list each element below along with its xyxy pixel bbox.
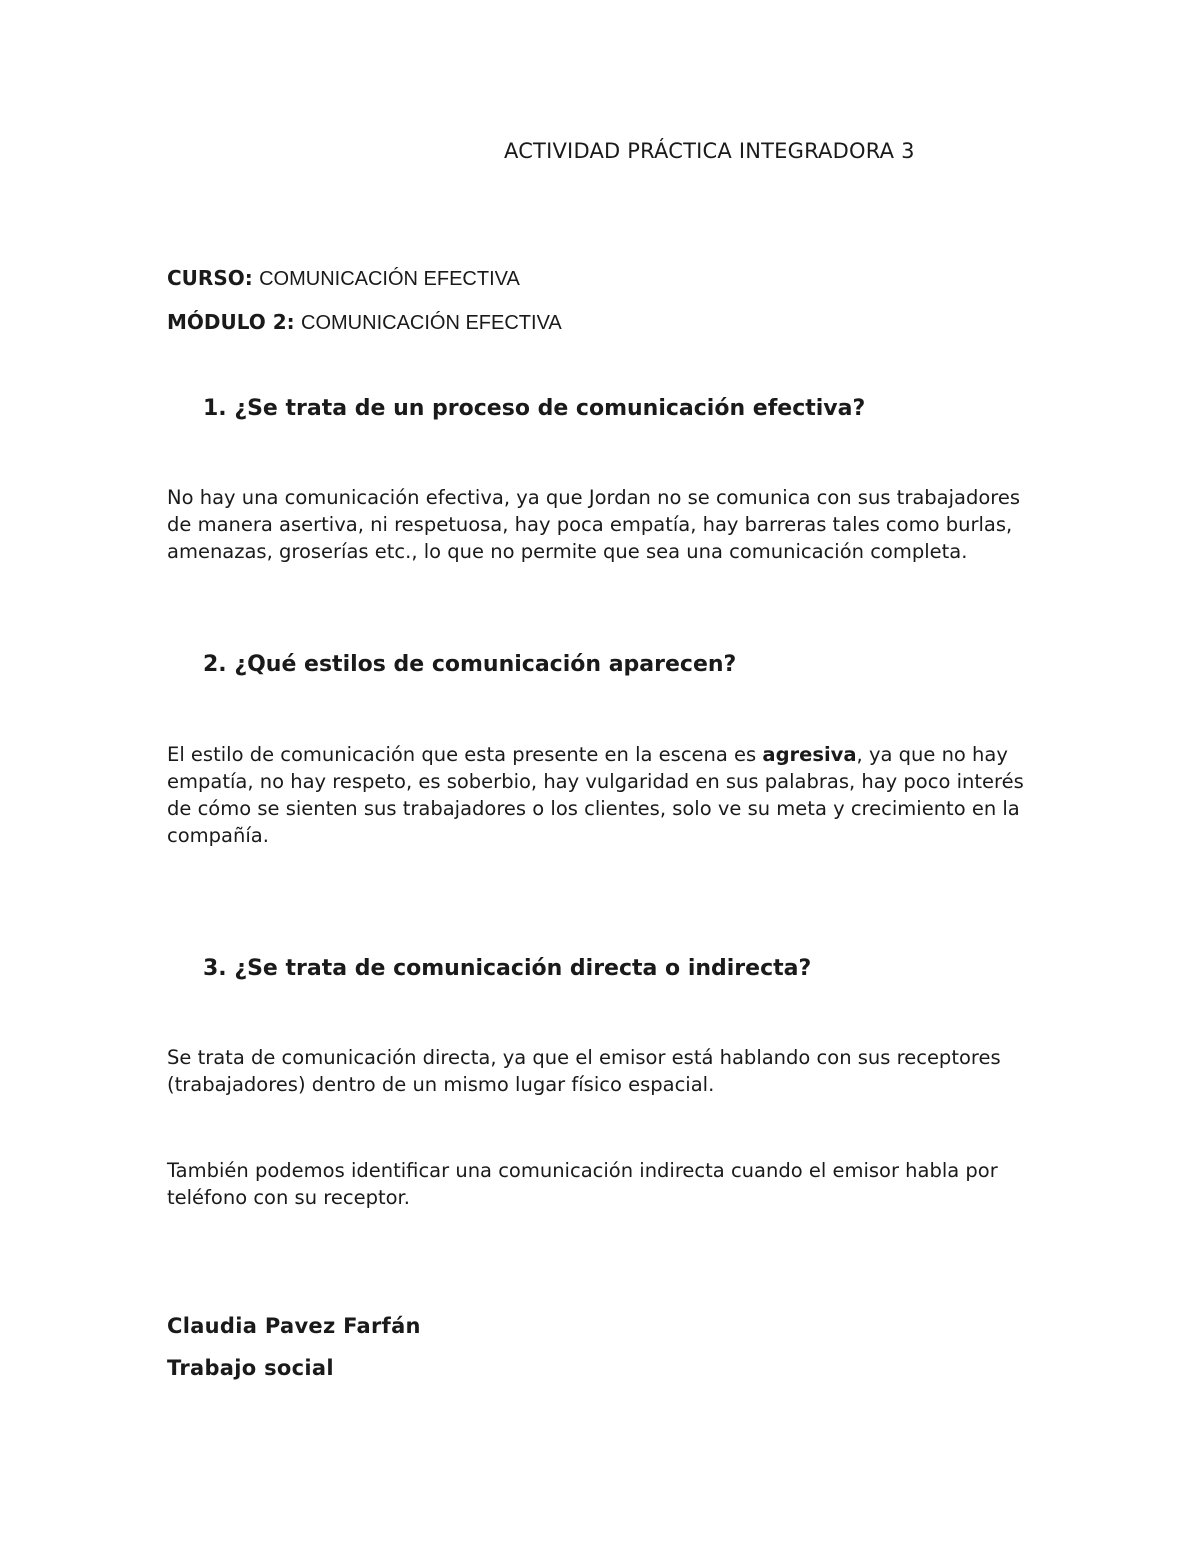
question-1: 1. ¿Se trata de un proceso de comunicación efectiva? [203, 396, 866, 421]
author-name: Claudia Pavez Farfán [167, 1314, 421, 1338]
answer-2-emphasis: agresiva [762, 743, 857, 766]
course-line [167, 266, 520, 291]
answer-2-text-end: , ya que no hay empatía, no hay respeto, es soberbio, hay vulgaridad en sus palabras, hay poco interés de cómo se sienten sus trabajadores o los clientes, solo ve su meta y crecimiento en la compañía. [167, 743, 1024, 847]
author-program: Trabajo social [167, 1356, 334, 1380]
answer-3-extra: También podemos identificar una comunicación indirecta cuando el emisor habla por teléfono con su receptor. [167, 1159, 998, 1209]
module-line [167, 310, 562, 335]
question-2: 2. ¿Qué estilos de comunicación aparecen? [203, 652, 737, 677]
answer-2-text-start: El estilo de comunicación que esta presente en la escena es [167, 743, 763, 766]
answer-1: No hay una comunicación efectiva, ya que Jordan no se comunica con sus trabajadores de manera asertiva, ni respetuosa, hay poca empatía, hay barreras tales como burlas, amenazas, groserías etc., lo que no permite que sea una comunicación completa. [167, 486, 1021, 563]
course-value: COMUNICACIÓN EFECTIVA [259, 268, 520, 290]
module-value: COMUNICACIÓN EFECTIVA [301, 312, 562, 334]
course-label: CURSO: [167, 266, 253, 290]
module-label: MÓDULO 2: [167, 310, 295, 334]
question-3: 3. ¿Se trata de comunicación directa o indirecta? [203, 956, 812, 981]
document-title: ACTIVIDAD PRÁCTICA INTEGRADORA 3 [504, 139, 915, 163]
answer-2 [167, 741, 1037, 849]
answer-3: Se trata de comunicación directa, ya que el emisor está hablando con sus receptores (trabajadores) dentro de un mismo lugar físico espacial. [167, 1046, 1001, 1096]
